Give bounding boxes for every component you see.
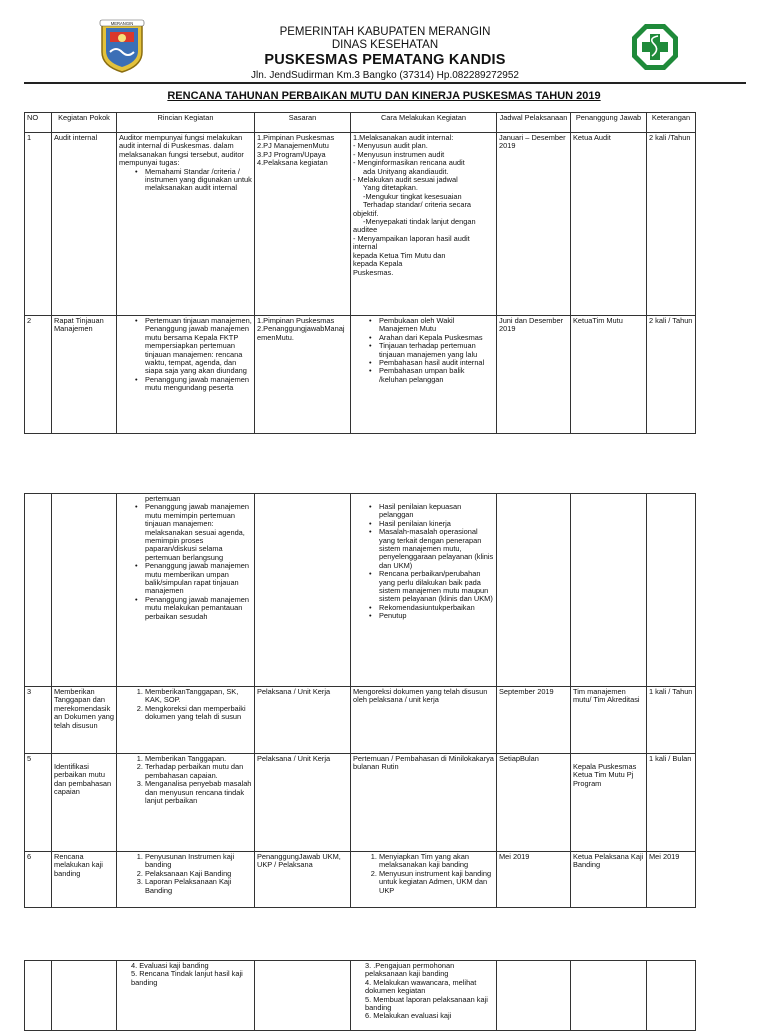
row-cara: Pertemuan / Pembahasan di Minilokakarya bulanan Rutin [351, 754, 497, 852]
list-item: 2. Menyusun instrument kaji banding untuk kegiatan Admen, UKM dan UKP [379, 870, 494, 895]
row-jadwal: September 2019 [497, 687, 571, 754]
table-header-row [25, 113, 696, 133]
list-item: ada Unityang akandiaudit. [363, 166, 449, 176]
list-item: 2.PenanggungjawabManajemenMutu. [257, 324, 345, 342]
row-pj: Ketua Audit [571, 133, 647, 316]
col-header-kegiatan: Kegiatan Pokok [52, 113, 117, 133]
rincian-lead: pertemuan [145, 494, 181, 503]
row-rincian [117, 754, 255, 852]
table-row [25, 316, 696, 434]
plan-table-page1 [24, 112, 696, 434]
list-item: 2. Mengkoreksi dan memperbaiki dokumen yang telah di susun [145, 705, 252, 722]
row-no: 3 [25, 687, 52, 754]
row-jadwal: SetiapBulan [497, 754, 571, 852]
row-pj: KetuaTim Mutu [571, 316, 647, 434]
list-item: Yang ditetapkan. [363, 183, 418, 193]
list-item: - Melakukan audit sesuai jadwal [353, 175, 458, 185]
list-text: Evaluasi kaji banding [139, 961, 209, 970]
list-item: -Mengukur tingkat kesesuaian [363, 191, 462, 201]
row-cara [351, 852, 497, 908]
row-sasaran: Pelaksana / Unit Kerja [255, 687, 351, 754]
left-logo-text: MERANGIN [110, 21, 134, 26]
row-kegiatan: Audit internal [52, 133, 117, 316]
list-item [353, 979, 494, 996]
row-keterangan: 2 kali / Tahun [647, 316, 696, 434]
table-row [25, 687, 696, 754]
header-address: Jln. JendSudirman Km.3 Bangko (37314) Hp.082289272952 [251, 70, 519, 81]
col-header-jadwal: Jadwal Pelaksanaan [497, 113, 571, 133]
list-text: Melakukan wawancara, melihat dokumen kegiatan [365, 977, 477, 996]
list-item: 3. Laporan Pelaksanaan Kaji Banding [145, 878, 252, 895]
row-jadwal: Mei 2019 [497, 852, 571, 908]
row-pj: Tim manajemen mutu/ Tim Akreditasi [571, 687, 647, 754]
list-item: 2. Pelaksanaan Kaji Banding [145, 870, 252, 878]
list-item: - Menyusun audit plan. [353, 141, 428, 151]
row-rincian [117, 687, 255, 754]
table-row [25, 754, 696, 852]
letterhead-divider [24, 82, 746, 84]
list-number: 5. [365, 994, 372, 1004]
plan-table-page2 [24, 493, 696, 908]
row-keterangan: 1 kali / Bulan [647, 754, 696, 852]
col-header-cara: Cara Melakukan Kegiatan [351, 113, 497, 133]
list-item: • Hasil penilaian kepuasan pelanggan [379, 503, 494, 520]
letterhead [0, 0, 768, 112]
list-item: 3. Menganalisa penyebab masalah dan menyusun rencana tindak lanjut perbaikan [145, 780, 252, 805]
row-kegiatan: Rapat Tinjauan Manajemen [52, 316, 117, 434]
list-item: 2. Terhadap perbaikan mutu dan pembahasan capaian. [145, 763, 252, 780]
list-item: -Menyepakati tindak lanjut dengan [363, 217, 476, 227]
list-item: Terhadap standar/ criteria secara [363, 200, 472, 210]
row-rincian [117, 961, 255, 1031]
list-item: • Penanggung jawab manajemen mutu memberikan umpan balik/simpulan rapat tinjauan manajemen [145, 562, 252, 596]
list-item: 3.PJ Program/Upaya [257, 149, 326, 159]
row-cara [351, 316, 497, 434]
list-item: kepada Kepala [353, 259, 403, 269]
list-item: 1. MemberikanTanggapan, SK, KAK, SOP. [145, 688, 252, 705]
list-item: kepada Ketua Tim Mutu dan [353, 250, 446, 260]
row-rincian [117, 316, 255, 434]
list-number: 4. [365, 977, 372, 987]
list-item: • Rencana perbaikan/perubahan yang perlu dilakukan baik pada sistem manajemen mutu maupun sistem pelayanan (klinis dan UKM) [379, 570, 494, 604]
list-item: • Pembukaan oleh Wakil Manajemen Mutu [379, 317, 494, 334]
list-item: • Masalah-masalah operasional yang terkait dengan penerapan sistem manajemen mutu, penyelenggaraan pelayanan (klinis dan UKM) [379, 528, 494, 570]
row-no: 6 [25, 852, 52, 908]
letterhead-text [150, 26, 620, 82]
list-number: 5. [131, 969, 138, 979]
list-item: • Rekomendasiuntukperbaikan [379, 604, 494, 612]
plan-table-page3 [24, 960, 696, 1031]
list-item: 1.Melaksanakan audit internal: [353, 133, 454, 142]
row-pj [571, 754, 647, 852]
row-cara [351, 494, 497, 687]
row-keterangan: 1 kali / Tahun [647, 687, 696, 754]
list-item [119, 970, 252, 987]
list-item: - Menyampaikan laporan hasil audit [353, 233, 470, 243]
list-item: • Pembahasan umpan balik /keluhan pelanggan [379, 367, 494, 384]
list-item: 4.Pelaksana kegiatan [257, 158, 328, 168]
col-header-no: NO [25, 113, 52, 133]
header-department: DINAS KESEHATAN [331, 39, 439, 51]
col-header-rincian: Rincian Kegiatan [117, 113, 255, 133]
list-item: 1. Penyusunan Instrumen kaji banding [145, 853, 252, 870]
row-keterangan: Mei 2019 [647, 852, 696, 908]
list-text: Membuat laporan pelaksanaan kaji banding [365, 994, 488, 1013]
row-rincian [117, 494, 255, 687]
list-text: Rencana Tindak lanjut hasil kaji banding [131, 969, 243, 987]
row-kegiatan [52, 754, 117, 852]
row-keterangan: 2 kali /Tahun [647, 133, 696, 316]
row-jadwal: Juni dan Desember 2019 [497, 316, 571, 434]
row-jadwal: Januari – Desember 2019 [497, 133, 571, 316]
header-government: PEMERINTAH KABUPATEN MERANGIN [279, 26, 491, 38]
list-text: Melakukan evaluasi kaji [373, 1011, 452, 1021]
list-number: 3. [365, 961, 372, 970]
list-text: .Pengajuan permohonan pelaksanaan kaji banding [365, 961, 455, 979]
list-item: auditee [353, 225, 378, 235]
list-item: - Menyusun instrumen audit [353, 149, 445, 159]
row-kegiatan-text: Identifikasi perbaikan mutu dan pembahasan capaian [54, 762, 112, 797]
row-no: 2 [25, 316, 52, 434]
list-item: 1.Pimpinan Puskesmas [257, 133, 335, 142]
list-item: • Tinjauan terhadap pertemuan tinjauan manajemen yang lalu [379, 342, 494, 359]
list-item: Puskesmas. [353, 267, 394, 277]
list-item: • Arahan dari Kepala Puskesmas [379, 334, 494, 342]
row-cara: Mengoreksi dokumen yang telah disusun oleh pelaksana / unit kerja [351, 687, 497, 754]
row-rincian [117, 133, 255, 316]
list-item: • Penanggung jawab manajemen mutu mengundang peserta [145, 376, 252, 393]
row-kegiatan: Rencana melakukan kaji banding [52, 852, 117, 908]
table-row [25, 494, 696, 687]
row-sasaran [255, 316, 351, 434]
row-cara [351, 133, 497, 316]
list-item: internal [353, 242, 378, 252]
merangin-regency-emblem-icon [96, 18, 148, 74]
row-pj: Ketua Pelaksana Kaji Banding [571, 852, 647, 908]
header-puskesmas-name: PUSKESMAS PEMATANG KANDIS [264, 52, 506, 68]
list-item: 1. Memberikan Tanggapan. [145, 755, 252, 763]
row-kegiatan: Memberikan Tanggapan dan merekomendasikan Dokumen yang telah disusun [52, 687, 117, 754]
table-row [25, 852, 696, 908]
row-no: 1 [25, 133, 52, 316]
row-sasaran: Pelaksana / Unit Kerja [255, 754, 351, 852]
list-item: • Pembahasan hasil audit internal [379, 359, 494, 367]
document-title: RENCANA TAHUNAN PERBAIKAN MUTU DAN KINERJA PUSKESMAS TAHUN 2019 [167, 90, 601, 102]
list-item [353, 996, 494, 1013]
row-rincian [117, 852, 255, 908]
col-header-sasaran: Sasaran [255, 113, 351, 133]
row-cara [351, 961, 497, 1031]
list-item: • Penanggung jawab manajemen mutu memimpin pertemuan tinjauan manajemen: melaksanakan sesuai agenda, memimpin proses paparan/diskusi selama pertemuan berlangsung [145, 503, 252, 562]
list-item: 1. Menyiapkan Tim yang akan melaksanakan kaji banding [379, 853, 494, 870]
list-number: 6. [365, 1011, 372, 1021]
list-item: • Memahami Standar /criteria / instrumen yang digunakan untuk melaksanakan audit internal [145, 168, 252, 193]
rincian-intro: Auditor mempunyai fungsi melakukan audit internal di Puskesmas. dalam melaksanakan fungsi tersebut, auditor mempunyai tugas: [119, 133, 244, 168]
table-row [25, 133, 696, 316]
list-item: • Pertemuan tinjauan manajemen, Penanggung jawab manajemen mutu bersama Kepala FKTP mempersiapkan pertemuan tinjauan manajemen: rencana waktu, tempat, agenda, dan siapa saja yang akan diundang [145, 317, 252, 376]
list-item: • Penutup [379, 612, 494, 620]
list-number: 4. [131, 961, 138, 970]
col-header-keterangan: Keterangan [647, 113, 696, 133]
col-header-pj: Penanggung Jawab [571, 113, 647, 133]
row-pj-text: Kepala Puskesmas Ketua Tim Mutu Pj Program [573, 762, 637, 788]
row-no: 5 [25, 754, 52, 852]
table-row [25, 961, 696, 1031]
list-item [353, 962, 494, 979]
list-item: - Menginformasikan rencana audit [353, 158, 465, 168]
list-item [353, 1012, 494, 1020]
puskesmas-logo-icon [630, 22, 680, 72]
list-item: • Penanggung jawab manajemen mutu melakukan pemantauan perbaikan sesudah [145, 596, 252, 621]
list-item: objektif. [353, 208, 379, 218]
row-sasaran [255, 133, 351, 316]
list-item: 2.PJ ManajemenMutu [257, 141, 329, 151]
row-sasaran: PenanggungJawab UKM, UKP / Pelaksana [255, 852, 351, 908]
list-item: 1.Pimpinan Puskesmas [257, 316, 335, 325]
list-item: • Hasil penilaian kinerja [379, 520, 494, 528]
